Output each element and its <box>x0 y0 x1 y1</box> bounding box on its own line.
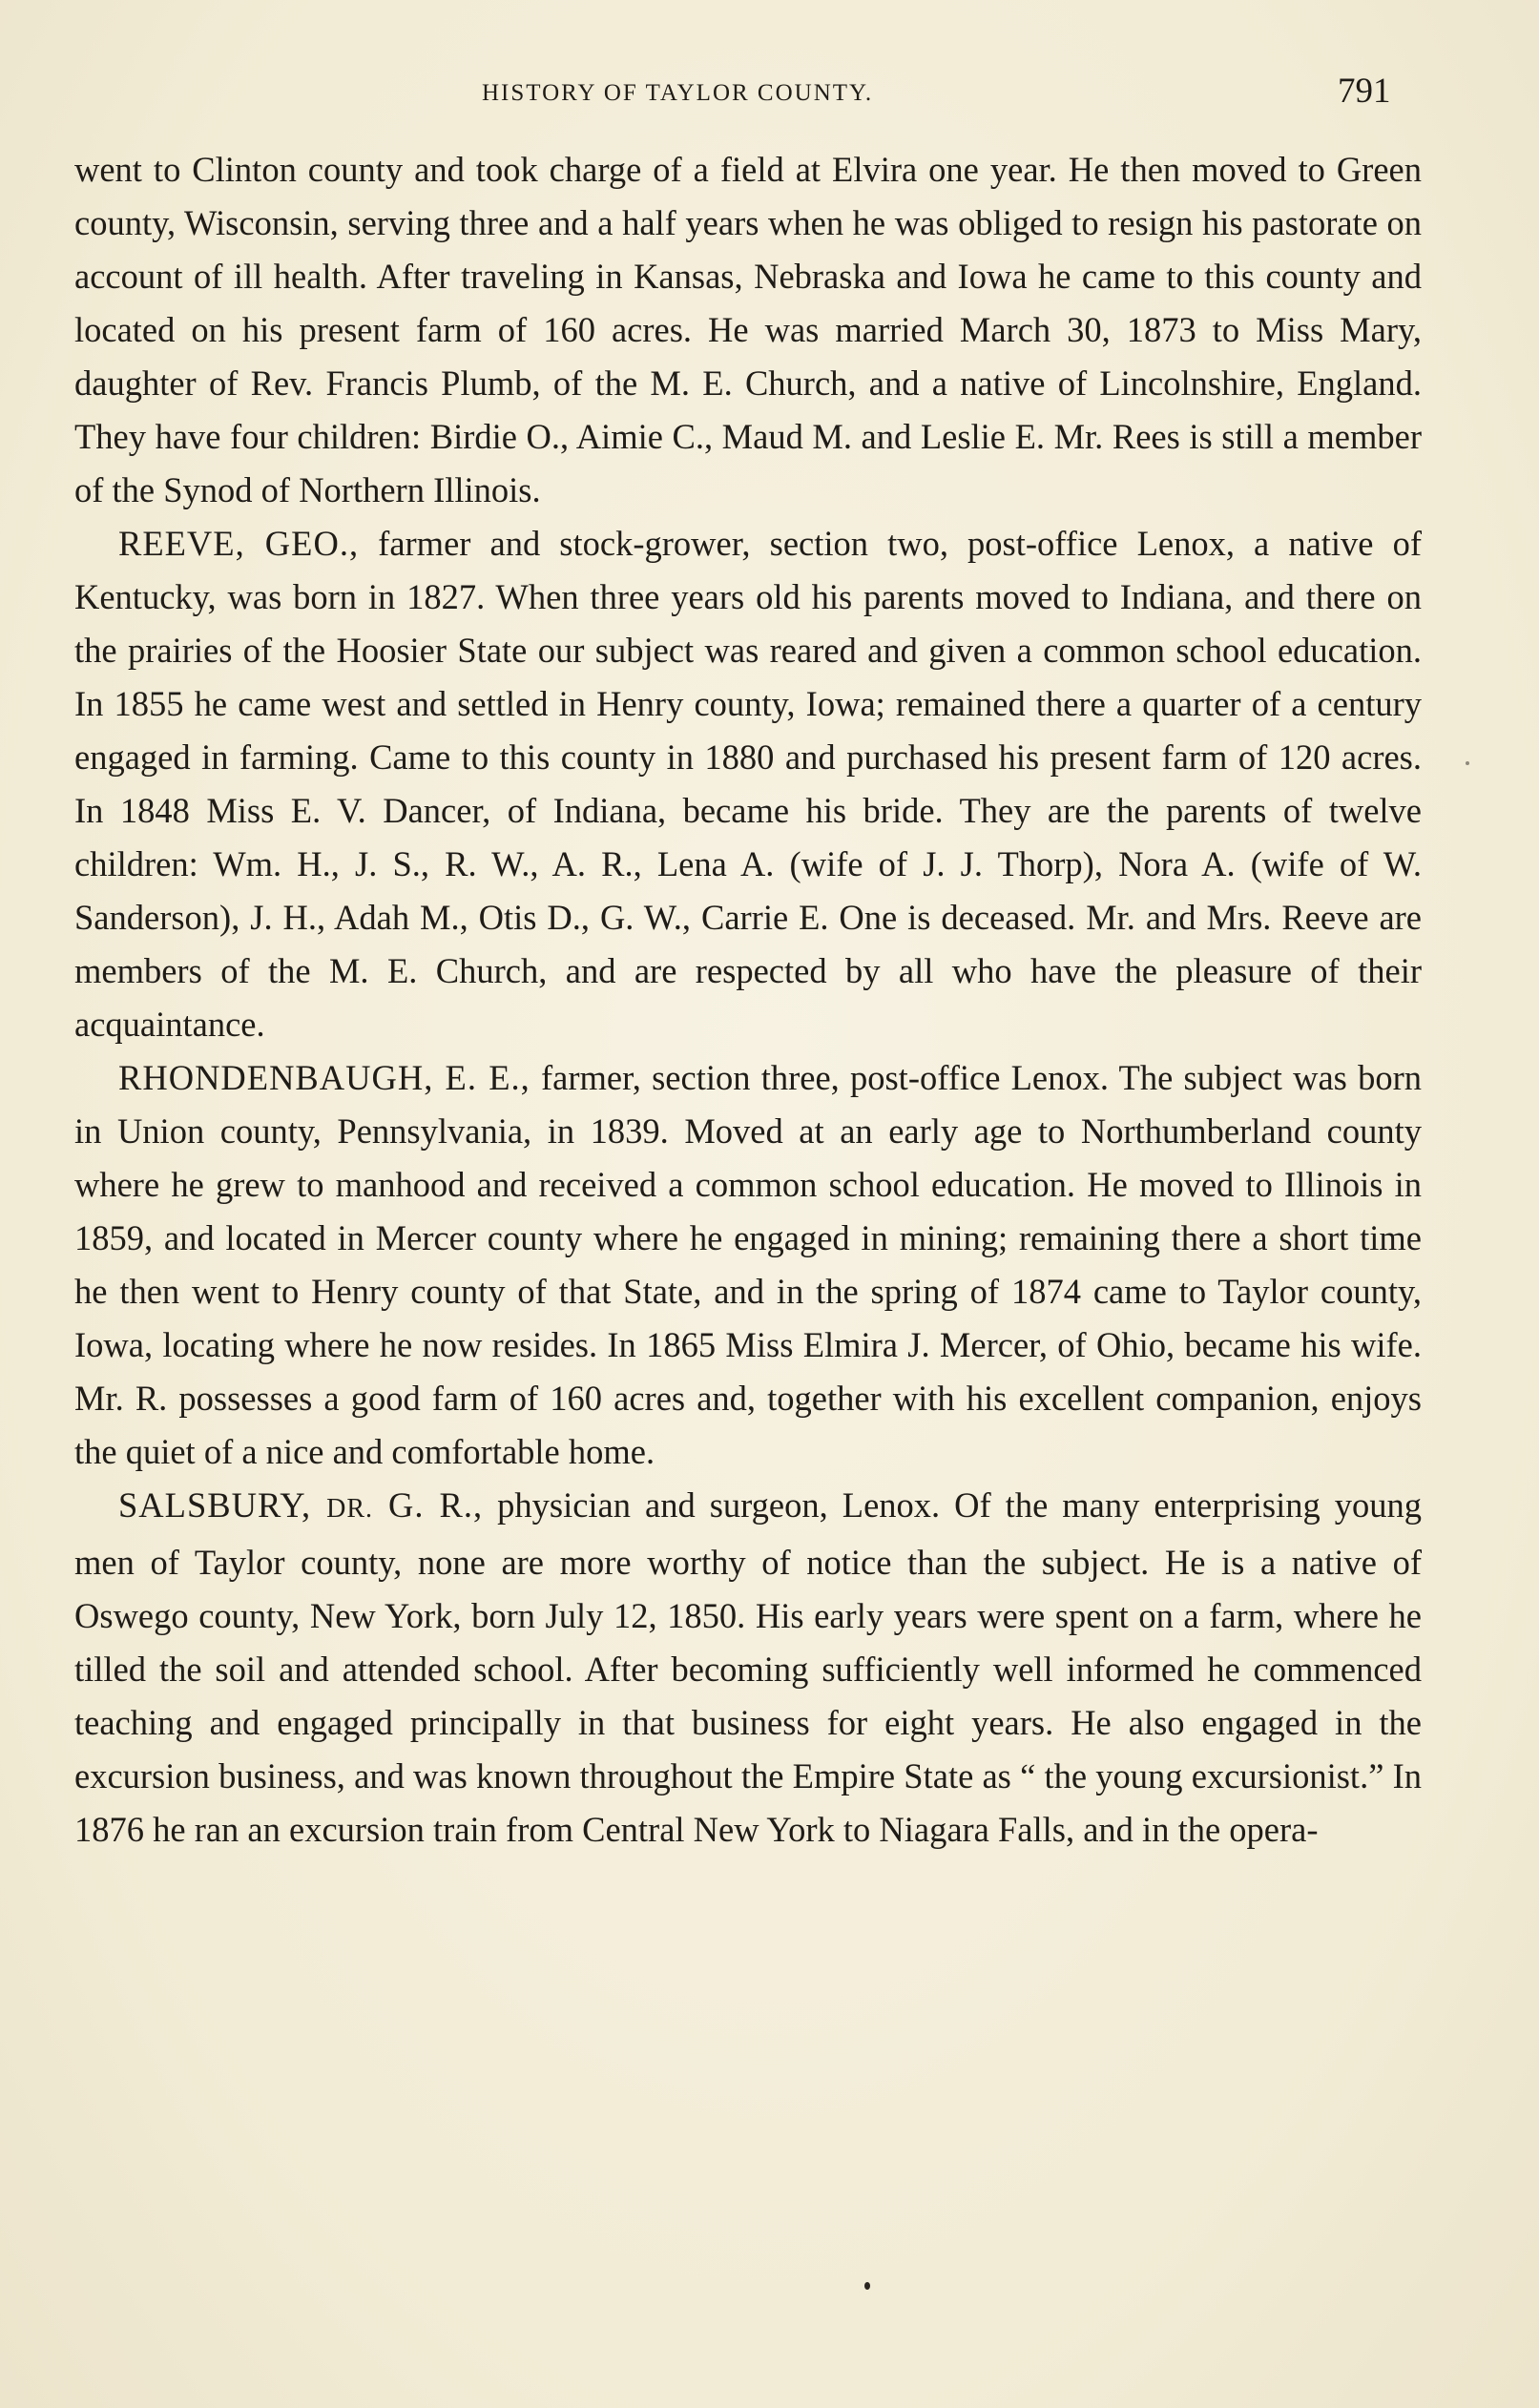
ink-speck <box>864 2282 870 2290</box>
paragraph-rees-continuation <box>74 143 1422 517</box>
entry-name: SALSBURY, <box>118 1485 327 1525</box>
entry-text: physician and surgeon, Lenox. Of the many enterprising young men of Taylor county, none are more worthy of notice than the subject. He is a native of Oswego county, New York, born July 12, 1850. His early years were spent on a farm, where he tilled the soil and attended school. After becoming sufficiently well informed he commenced teaching and engaged principally in that business for eight years. He also engaged in the excursion business, and was known throughout the Empire State as “ the young excursionist.” In 1876 he ran an excursion train from Central New York to Niagara Falls, and in the opera- <box>74 1485 1422 1849</box>
entry-reeve <box>74 517 1422 1051</box>
body-text <box>74 143 1422 1857</box>
entry-name: RHONDENBAUGH, E. E., <box>118 1058 530 1097</box>
paragraph-text: went to Clinton county and took charge of a field at Elvira one year. He then moved to Green county, Wisconsin, serving three and a half years when he was obliged to resign his pastorate on account of ill health. After traveling in Kansas, Nebraska and Iowa he came to this county and located on his present farm of 160 acres. He was married March 30, 1873 to Miss Mary, daughter of Rev. Francis Plumb, of the M. E. Church, and a native of Lincolnshire, England. They have four children: Birdie O., Aimie C., Maud M. and Leslie E. Mr. Rees is still a member of the Synod of Northern Illinois. <box>74 150 1422 509</box>
entry-rhondenbaugh <box>74 1051 1422 1479</box>
running-head <box>0 74 1539 113</box>
entry-salsbury <box>74 1479 1422 1857</box>
ink-speck <box>1466 761 1469 765</box>
page-number: 791 <box>1338 72 1391 111</box>
entry-title: DR. <box>326 1494 373 1524</box>
entry-name: REEVE, GEO., <box>118 524 360 563</box>
entry-name-rest: G. R., <box>373 1485 484 1525</box>
running-title: HISTORY OF TAYLOR COUNTY. <box>482 80 874 106</box>
entry-text: farmer, section three, post-office Lenox. The subject was born in Union county, Pennsylvania, in 1839. Moved at an early age to Northumberland county where he grew to manhood and received a common school education. He moved to Illinois in 1859, and located in Mercer county where he engaged in mining; remaining there a short time he then went to Henry county of that State, and in the spring of 1874 came to Taylor county, Iowa, locating where he now resides. In 1865 Miss Elmira J. Mercer, of Ohio, became his wife. Mr. R. possesses a good farm of 160 acres and, together with his excellent companion, enjoys the quiet of a nice and comfortable home. <box>74 1058 1423 1471</box>
entry-text: farmer and stock-grower, section two, post-office Lenox, a native of Kentucky, was born in 1827. When three years old his parents moved to Indiana, and there on the prairies of the Hoosier State our subject was reared and given a common school education. In 1855 he came west and settled in Henry county, Iowa; remained there a quarter of a century engaged in farming. Came to this county in 1880 and purchased his present farm of 120 acres. In 1848 Miss E. V. Dancer, of Indiana, became his bride. They are the parents of twelve children: Wm. H., J. S., R. W., A. R., Lena A. (wife of J. J. Thorp), Nora A. (wife of W. Sanderson), J. H., Adah M., Otis D., G. W., Carrie E. One is deceased. Mr. and Mrs. Reeve are members of the M. E. Church, and are respected by all who have the pleasure of their acquaintance. <box>74 524 1422 1044</box>
